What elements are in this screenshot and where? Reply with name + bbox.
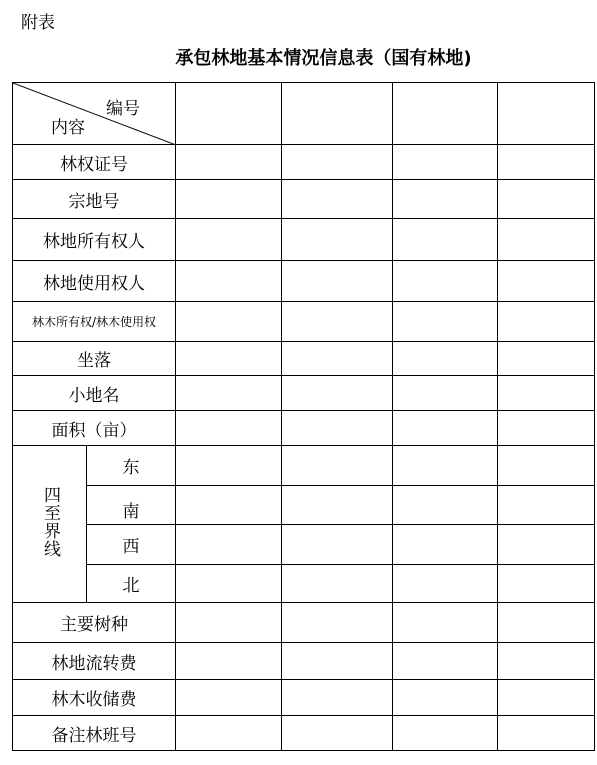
data-cell[interactable] bbox=[282, 302, 393, 342]
data-cell[interactable] bbox=[393, 180, 498, 219]
number-cell[interactable] bbox=[498, 83, 595, 145]
data-cell[interactable] bbox=[498, 680, 595, 716]
data-cell[interactable] bbox=[393, 603, 498, 643]
row-label: 林地所有权人 bbox=[13, 219, 176, 261]
data-cell[interactable] bbox=[498, 302, 595, 342]
table-row bbox=[13, 219, 595, 261]
data-cell[interactable] bbox=[393, 525, 498, 565]
table-row bbox=[13, 411, 595, 446]
row-label: 坐落 bbox=[13, 342, 176, 376]
row-label: 面积（亩） bbox=[13, 411, 176, 446]
table-row bbox=[13, 603, 595, 643]
data-cell[interactable] bbox=[498, 219, 595, 261]
table-row bbox=[13, 145, 595, 180]
data-cell[interactable] bbox=[282, 145, 393, 180]
data-cell[interactable] bbox=[282, 486, 393, 525]
data-cell[interactable] bbox=[282, 180, 393, 219]
data-cell[interactable] bbox=[498, 603, 595, 643]
table-row bbox=[13, 302, 595, 342]
data-cell[interactable] bbox=[176, 525, 282, 565]
data-cell[interactable] bbox=[282, 716, 393, 751]
data-cell[interactable] bbox=[393, 680, 498, 716]
data-cell[interactable] bbox=[176, 446, 282, 486]
data-cell[interactable] bbox=[282, 525, 393, 565]
corner-diagonal bbox=[13, 83, 176, 145]
data-cell[interactable] bbox=[393, 565, 498, 603]
boundary-label-cell bbox=[13, 446, 87, 603]
corner-bottom-label: 内容 bbox=[51, 118, 85, 138]
table-row bbox=[13, 342, 595, 376]
data-cell[interactable] bbox=[393, 643, 498, 680]
table-row bbox=[13, 643, 595, 680]
corner-top-label: 编号 bbox=[106, 99, 140, 119]
data-cell[interactable] bbox=[282, 342, 393, 376]
data-cell[interactable] bbox=[282, 446, 393, 486]
direction-label: 北 bbox=[87, 565, 176, 603]
data-cell[interactable] bbox=[282, 219, 393, 261]
data-cell[interactable] bbox=[498, 525, 595, 565]
data-cell[interactable] bbox=[393, 446, 498, 486]
appendix-label: 附表 bbox=[21, 13, 55, 33]
data-cell[interactable] bbox=[176, 680, 282, 716]
direction-label: 西 bbox=[87, 525, 176, 565]
data-cell[interactable] bbox=[498, 261, 595, 302]
data-cell[interactable] bbox=[498, 716, 595, 751]
data-cell[interactable] bbox=[176, 376, 282, 411]
direction-label: 东 bbox=[87, 446, 176, 486]
data-cell[interactable] bbox=[282, 643, 393, 680]
direction-label: 南 bbox=[87, 486, 176, 525]
data-cell[interactable] bbox=[176, 302, 282, 342]
data-cell[interactable] bbox=[282, 680, 393, 716]
data-cell[interactable] bbox=[498, 446, 595, 486]
data-cell[interactable] bbox=[498, 145, 595, 180]
page-title: 承包林地基本情况信息表（国有林地) bbox=[175, 48, 472, 69]
row-label: 林木收储费 bbox=[13, 680, 176, 716]
table-header-row bbox=[13, 83, 595, 145]
table-row bbox=[13, 261, 595, 302]
row-label: 林地流转费 bbox=[13, 643, 176, 680]
data-cell[interactable] bbox=[282, 565, 393, 603]
data-cell[interactable] bbox=[393, 376, 498, 411]
data-cell[interactable] bbox=[282, 411, 393, 446]
table-row bbox=[13, 716, 595, 751]
data-cell[interactable] bbox=[393, 261, 498, 302]
data-cell[interactable] bbox=[176, 342, 282, 376]
data-cell[interactable] bbox=[176, 716, 282, 751]
data-cell[interactable] bbox=[498, 180, 595, 219]
data-cell[interactable] bbox=[176, 219, 282, 261]
info-table bbox=[12, 82, 595, 751]
table-row bbox=[13, 180, 595, 219]
data-cell[interactable] bbox=[176, 261, 282, 302]
data-cell[interactable] bbox=[393, 716, 498, 751]
data-cell[interactable] bbox=[498, 565, 595, 603]
row-label: 林地使用权人 bbox=[13, 261, 176, 302]
data-cell[interactable] bbox=[393, 486, 498, 525]
corner-cell bbox=[13, 83, 176, 145]
row-label: 林木所有权/林木使用权 bbox=[13, 302, 176, 342]
number-cell[interactable] bbox=[282, 83, 393, 145]
data-cell[interactable] bbox=[498, 643, 595, 680]
data-cell[interactable] bbox=[282, 376, 393, 411]
data-cell[interactable] bbox=[393, 342, 498, 376]
data-cell[interactable] bbox=[393, 145, 498, 180]
row-label: 备注林班号 bbox=[13, 716, 176, 751]
row-label: 主要树种 bbox=[13, 603, 176, 643]
data-cell[interactable] bbox=[176, 486, 282, 525]
table-row bbox=[13, 525, 595, 565]
number-cell[interactable] bbox=[176, 83, 282, 145]
data-cell[interactable] bbox=[176, 145, 282, 180]
table-row bbox=[13, 680, 595, 716]
boundary-label: 四至界线 bbox=[40, 485, 60, 558]
data-cell[interactable] bbox=[393, 219, 498, 261]
data-cell[interactable] bbox=[176, 603, 282, 643]
data-cell[interactable] bbox=[282, 261, 393, 302]
data-cell[interactable] bbox=[176, 411, 282, 446]
data-cell[interactable] bbox=[498, 376, 595, 411]
table-row bbox=[13, 376, 595, 411]
number-cell[interactable] bbox=[393, 83, 498, 145]
table-row bbox=[13, 446, 595, 486]
data-cell[interactable] bbox=[498, 411, 595, 446]
data-cell[interactable] bbox=[498, 486, 595, 525]
data-cell[interactable] bbox=[176, 565, 282, 603]
data-cell[interactable] bbox=[393, 411, 498, 446]
table-row bbox=[13, 486, 595, 525]
row-label: 林权证号 bbox=[13, 145, 176, 180]
data-cell[interactable] bbox=[393, 302, 498, 342]
data-cell[interactable] bbox=[176, 180, 282, 219]
table-row bbox=[13, 565, 595, 603]
row-label: 宗地号 bbox=[13, 180, 176, 219]
data-cell[interactable] bbox=[176, 643, 282, 680]
data-cell[interactable] bbox=[498, 342, 595, 376]
data-cell[interactable] bbox=[282, 603, 393, 643]
row-label: 小地名 bbox=[13, 376, 176, 411]
